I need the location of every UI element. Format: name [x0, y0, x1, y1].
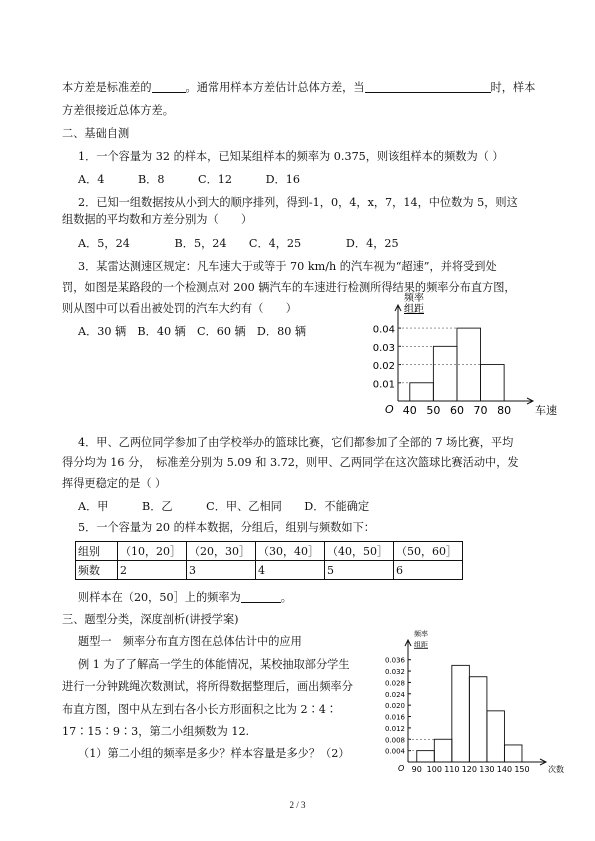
y-axis-label: 频率 — [404, 293, 424, 304]
example-1-line-5: （1）第二小组的频率是多少？样本容量是多少？（2） — [78, 747, 350, 760]
y-axis-label: 组距 — [404, 304, 424, 315]
y-tick-label: 0.032 — [384, 668, 405, 677]
x-tick-label: 40 — [402, 404, 417, 417]
y-tick-label: 0.028 — [384, 679, 405, 688]
histogram-bar — [434, 739, 452, 762]
question-4-cont-1: 得分均为 16 分， 标准差分别为 5.09 和 3.72，则甲、乙两同学在这次篮球比赛活动中，发 — [62, 456, 519, 469]
x-tick-label: 110 — [444, 765, 460, 774]
question-5-answer: 则样本在（20，50］上的频率为 。 — [78, 591, 292, 604]
topic-1-heading: 题型一 频率分布直方图在总体估计中的应用 — [78, 635, 302, 648]
table-cell: 3 — [187, 561, 256, 580]
fill-blank — [365, 80, 491, 93]
histogram-bar — [452, 665, 470, 762]
x-tick-label: 90 — [411, 765, 422, 774]
question-2-options: A．5，24 B．5，24 C．4，25 D．4，25 — [78, 237, 399, 250]
section-heading-question-types: 三、题型分类，深度剖析(讲授学案) — [62, 613, 239, 626]
histogram-jump-rope — [360, 630, 564, 786]
origin-label: O — [385, 403, 394, 416]
x-tick-label: 120 — [461, 765, 478, 774]
y-tick-label: 0.012 — [384, 724, 405, 733]
x-axis-label: 车速 — [535, 404, 557, 417]
y-tick-label: 0.016 — [384, 713, 405, 722]
y-tick-label: 0.01 — [372, 379, 395, 391]
question-3-cont-1: 罚，如图是某路段的一个检测点对 200 辆汽车的车速进行检测所得结果的频率分布直方图， — [62, 281, 516, 294]
question-4: 4．甲、乙两位同学参加了由学校举办的篮球比赛，它们都参加了全部的 7 场比赛，平均 — [78, 436, 514, 449]
fill-blank — [152, 80, 186, 93]
table-cell: 2 — [118, 561, 187, 580]
table-header-cell: （10，20］ — [118, 542, 187, 561]
question-2: 2．已知一组数据按从小到大的顺序排列，得到-1，0，4，x，7，14，中位数为 5，则这 — [78, 196, 518, 209]
x-tick-label: 100 — [426, 765, 442, 774]
y-tick-label: 0.03 — [372, 342, 395, 354]
y-tick-label: 0.024 — [384, 690, 405, 699]
histogram-bar — [433, 346, 457, 401]
question-4-options: A．甲 B．乙 C．甲、乙相同 D．不能确定 — [78, 500, 370, 513]
table-cell: 5 — [325, 561, 394, 580]
table-cell: 6 — [394, 561, 463, 580]
y-tick-label: 0.02 — [372, 361, 395, 373]
y-tick-label: 0.04 — [372, 324, 395, 336]
table-cell: 4 — [256, 561, 325, 580]
x-axis-label: 次数 — [548, 765, 564, 774]
question-3-cont-2: 则从图中可以看出被处罚的汽车大约有（ ） — [62, 302, 297, 315]
histogram-bar — [487, 711, 505, 762]
text-line-1: 本方差是标准差的 。通常用样本方差估计总体方差，当 时，样本 — [62, 81, 536, 94]
text-line-2: 方差很接近总体方差。 — [62, 104, 174, 117]
x-tick-label: 130 — [479, 765, 495, 774]
example-1-line-1: 例 1 为了了解高一学生的体能情况，某校抽取部分学生 — [78, 658, 350, 671]
histogram-bar — [417, 751, 435, 762]
table-header-cell: （50，60］ — [394, 542, 463, 561]
y-tick-label: 0.008 — [384, 736, 405, 745]
section-heading-basic-test: 二、基础自测 — [62, 127, 130, 140]
frequency-table — [75, 541, 463, 580]
question-5: 5．一个容量为 20 的样本数据，分组后，组别与频数如下： — [78, 521, 375, 534]
origin-label: O — [398, 764, 405, 773]
table-header-cell: （30，40］ — [256, 542, 325, 561]
example-1-line-3: 布直方图，图中从左到右各小长方形面积之比为 2∶4∶ — [62, 703, 338, 716]
table-header-cell: （40，50］ — [325, 542, 394, 561]
x-tick-label: 80 — [497, 404, 512, 417]
table-row — [76, 561, 463, 580]
x-tick-label: 140 — [496, 765, 513, 774]
table-row — [76, 542, 463, 561]
table-header-cell: 组别 — [76, 542, 118, 561]
question-1-options: A．4 B．8 C．12 D．16 — [78, 173, 300, 186]
y-tick-label: 0.004 — [384, 747, 405, 756]
y-tick-label: 0.020 — [384, 702, 405, 711]
page-number: 2 / 3 — [289, 800, 306, 810]
histogram-bar — [410, 383, 434, 401]
fill-blank — [241, 590, 281, 603]
question-4-cont-2: 挥得更稳定的是（ ） — [62, 477, 167, 490]
histogram-speed — [365, 293, 557, 423]
histogram-bar — [457, 328, 481, 401]
question-1: 1．一个容量为 32 的样本，已知某组样本的频率为 0.375，则该组样本的频数为（ ） — [78, 150, 504, 163]
table-cell: 频数 — [76, 561, 118, 580]
x-tick-label: 70 — [473, 404, 488, 417]
question-3-options: A．30 辆 B．40 辆 C．60 辆 D．80 辆 — [78, 325, 307, 338]
histogram-bar — [504, 745, 522, 762]
question-3: 3．某雷达测速区规定：凡车速大于或等于 70 km/h 的汽车视为“超速”，并将受到处 — [78, 260, 497, 273]
histogram-bar — [469, 677, 487, 762]
table-header-cell: （20，30］ — [187, 542, 256, 561]
y-axis-label: 组距 — [414, 641, 428, 649]
x-tick-label: 60 — [449, 404, 464, 417]
y-axis-label: 频率 — [414, 630, 428, 638]
y-tick-label: 0.036 — [384, 656, 405, 665]
x-tick-label: 50 — [426, 404, 441, 417]
histogram-bar — [481, 365, 505, 401]
example-1-line-2: 进行一分钟跳绳次数测试，将所得数据整理后，画出频率分 — [62, 680, 353, 693]
question-2-cont: 组数据的平均数和方差分别为（ ） — [62, 213, 253, 226]
x-tick-label: 150 — [514, 765, 530, 774]
example-1-line-4: 17∶15∶9∶3，第二小组频数为 12. — [62, 725, 250, 738]
